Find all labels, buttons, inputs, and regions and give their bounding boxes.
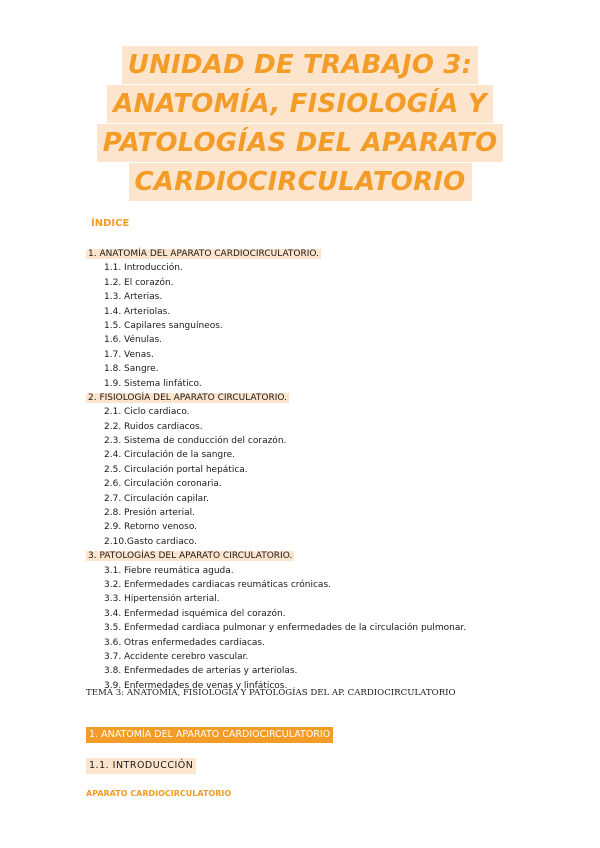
toc-item[interactable]: 2.7. Circulación capilar.: [104, 493, 209, 504]
toc-item[interactable]: 2.4. Circulación de la sangre.: [104, 450, 236, 461]
toc-section-label: 1. ANATOMÍA DEL APARATO CARDIOCIRCULATORIO.: [88, 249, 319, 259]
toc-item[interactable]: 3.7. Accidente cerebro vascular.: [104, 651, 249, 662]
title-line: CARDIOCIRCULATORIO: [129, 163, 472, 201]
running-header: TEMA 3: ANATOMÍA, FISIOLOGÍA Y PATOLOGÍAS DEL AP. CARDIOCIRCULATORIO: [86, 688, 456, 698]
subsection-heading: 1.1. INTRODUCCIÓN: [86, 758, 196, 774]
toc-section-1[interactable]: [86, 247, 566, 261]
section-heading: 1. ANATOMÍA DEL APARATO CARDIOCIRCULATORIO: [86, 727, 333, 743]
toc-item[interactable]: 1.8. Sangre.: [104, 364, 159, 375]
toc-item[interactable]: 3.2. Enfermedades cardiacas reumáticas crónicas.: [104, 579, 331, 590]
toc-item[interactable]: 3.3. Hipertensión arterial.: [104, 594, 220, 605]
toc-section-label: 3. PATOLOGÍAS DEL APARATO CIRCULATORIO.: [88, 551, 293, 562]
toc-item[interactable]: 2.6. Circulación coronaria.: [104, 479, 222, 490]
toc-item[interactable]: 1.3. Arterias.: [104, 292, 163, 303]
toc-item[interactable]: 1.4. Arteriolas.: [104, 306, 171, 317]
toc-item[interactable]: 1.6. Vénulas.: [104, 335, 163, 346]
toc-item[interactable]: 1.9. Sistema linfático.: [104, 378, 202, 389]
table-of-contents: [86, 247, 566, 693]
toc-item[interactable]: 1.5. Capilares sanguíneos.: [104, 320, 223, 331]
toc-section-3[interactable]: [86, 549, 566, 563]
document-title: [0, 46, 600, 202]
toc-item[interactable]: 1.7. Venas.: [104, 349, 154, 360]
title-line: UNIDAD DE TRABAJO 3:: [122, 46, 478, 84]
toc-item[interactable]: 3.1. Fiebre reumática aguda.: [104, 565, 234, 576]
toc-section-2[interactable]: [86, 391, 566, 405]
index-heading: ÍNDICE: [91, 218, 130, 229]
toc-item[interactable]: 2.8. Presión arterial.: [104, 508, 195, 519]
toc-item[interactable]: 2.3. Sistema de conducción del corazón.: [104, 436, 287, 447]
toc-item[interactable]: 3.4. Enfermedad isquémica del corazón.: [104, 608, 286, 619]
toc-item[interactable]: 3.8. Enfermedades de arterias y arteriolas.: [104, 666, 298, 677]
toc-item[interactable]: 2.2. Ruidos cardiacos.: [104, 421, 203, 432]
toc-item[interactable]: 1.2. El corazón.: [104, 277, 174, 288]
toc-item[interactable]: 2.5. Circulación portal hepática.: [104, 464, 248, 475]
body-label: APARATO CARDIOCIRCULATORIO: [86, 789, 232, 798]
toc-item[interactable]: 2.10.Gasto cardiaco.: [104, 536, 197, 547]
title-line: PATOLOGÍAS DEL APARATO: [97, 124, 504, 162]
toc-item[interactable]: 2.1. Ciclo cardiaco.: [104, 407, 190, 418]
toc-item[interactable]: 3.9. Enfermedades de venas y linfáticos.: [104, 680, 288, 691]
title-line: ANATOMÍA, FISIOLOGÍA Y: [107, 85, 493, 123]
toc-item[interactable]: 3.5. Enfermedad cardiaca pulmonar y enfermedades de la circulación pulmonar.: [104, 623, 467, 634]
toc-item[interactable]: 1.1. Introducción.: [104, 263, 183, 274]
toc-item[interactable]: 2.9. Retorno venoso.: [104, 522, 198, 533]
toc-item[interactable]: 3.6. Otras enfermedades cardiacas.: [104, 637, 265, 648]
toc-section-label: 2. FISIOLOGÍA DEL APARATO CIRCULATORIO.: [88, 392, 287, 403]
